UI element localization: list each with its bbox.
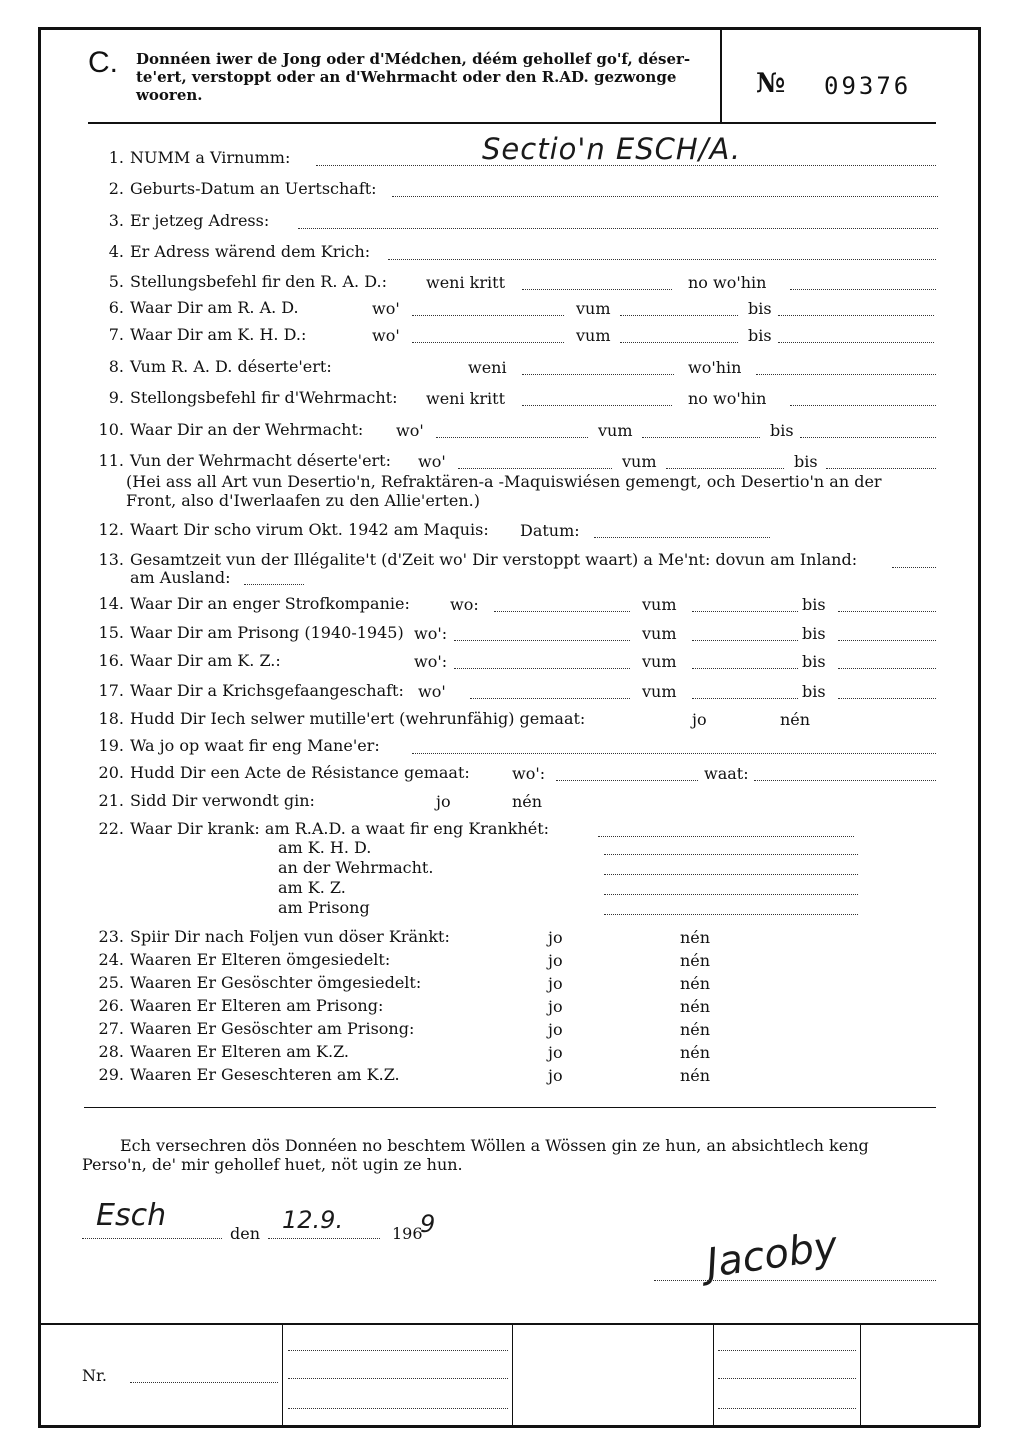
form-row bbox=[86, 271, 387, 293]
yes-option[interactable]: jo bbox=[548, 1020, 563, 1039]
form-row bbox=[86, 519, 489, 541]
field-label-b: nén bbox=[512, 792, 543, 811]
field-label-a: wo' bbox=[372, 299, 400, 318]
form-row bbox=[86, 387, 398, 409]
answer-field-a[interactable] bbox=[522, 405, 672, 406]
row-number: 23. bbox=[98, 927, 124, 946]
answer-field-a[interactable] bbox=[470, 698, 630, 699]
year-prefix: 196 bbox=[392, 1224, 423, 1243]
answer-field-c[interactable] bbox=[838, 611, 936, 612]
row-number: 21. bbox=[98, 791, 124, 810]
field-label-a: weni kritt bbox=[426, 273, 505, 292]
row-number: 3. bbox=[108, 211, 124, 230]
number-sign: № bbox=[756, 68, 786, 99]
form-row bbox=[86, 735, 380, 757]
table-col-2 bbox=[512, 1325, 513, 1425]
answer-field-b[interactable] bbox=[692, 611, 798, 612]
date-dots bbox=[268, 1238, 380, 1239]
answer-field-b[interactable] bbox=[692, 640, 798, 641]
form-row bbox=[86, 210, 269, 232]
table-cell-line[interactable] bbox=[288, 1350, 508, 1351]
answer-field-b[interactable] bbox=[754, 780, 936, 781]
row-label: Waar Dir am K. H. D.: bbox=[130, 325, 307, 344]
field-label-b: waat: bbox=[704, 764, 749, 783]
row-label: Waar Dir am R. A. D. bbox=[130, 298, 299, 317]
field-label-a: wo' bbox=[396, 421, 424, 440]
row-label: Vun der Wehrmacht déserte'ert: bbox=[130, 451, 391, 470]
row-label: Waar Dir am Prisong (1940-1945) bbox=[130, 623, 404, 642]
row-label: Waaren Er Gesöschter am Prisong: bbox=[130, 1019, 415, 1038]
field-label-b: no wo'hin bbox=[688, 273, 767, 292]
field-label-b: vum bbox=[642, 652, 677, 671]
answer-field-b[interactable] bbox=[666, 468, 784, 469]
row-number: 25. bbox=[98, 973, 124, 992]
row-number: 19. bbox=[98, 736, 124, 755]
field-label-a: wo': bbox=[414, 624, 448, 643]
row22-sublabel: am K. Z. bbox=[278, 878, 346, 897]
yesno-row bbox=[86, 995, 383, 1017]
form-row bbox=[86, 622, 404, 644]
row-number: 13. bbox=[98, 550, 124, 569]
row-label: Geburts-Datum an Uertschaft: bbox=[130, 179, 377, 198]
header-underline bbox=[88, 122, 936, 124]
form-row bbox=[86, 419, 363, 441]
form-row bbox=[86, 178, 377, 200]
table-cell-line[interactable] bbox=[288, 1378, 508, 1379]
row-number: 16. bbox=[98, 651, 124, 670]
row-number: 10. bbox=[98, 420, 124, 439]
row-label: NUMM a Virnumm: bbox=[130, 148, 291, 167]
row-number: 1. bbox=[108, 148, 124, 167]
field-label-a: jo bbox=[436, 792, 451, 811]
yes-option[interactable]: jo bbox=[548, 928, 563, 947]
field-label-a: wo': bbox=[512, 764, 546, 783]
table-top bbox=[38, 1323, 980, 1325]
answer-field-b[interactable] bbox=[620, 342, 738, 343]
answer-field-c[interactable] bbox=[838, 640, 936, 641]
top-border bbox=[38, 27, 980, 30]
answer-field-b[interactable] bbox=[620, 315, 738, 316]
field-label-b: vum bbox=[642, 595, 677, 614]
yes-option[interactable]: jo bbox=[548, 974, 563, 993]
answer-field-a[interactable] bbox=[454, 668, 630, 669]
form-row bbox=[86, 790, 315, 812]
place-handwritten: Esch bbox=[96, 1198, 167, 1233]
field-label-a: wo' bbox=[372, 326, 400, 345]
answer-field[interactable] bbox=[412, 753, 936, 754]
answer-field-b[interactable] bbox=[790, 405, 936, 406]
row-number: 4. bbox=[108, 242, 124, 261]
table-cell-line[interactable] bbox=[288, 1408, 508, 1409]
row-number: 26. bbox=[98, 996, 124, 1015]
header-divider bbox=[720, 30, 722, 124]
section-letter: C. bbox=[88, 46, 118, 79]
yesno-row bbox=[86, 949, 390, 971]
answer-field-b[interactable] bbox=[756, 374, 936, 375]
form-row bbox=[86, 297, 299, 319]
header-text: Donnéen iwer de Jong oder d'Médchen, déém gehollef go'f, déser-te'ert, verstoppt oder an d'Wehrmacht oder den R.AD. gezwonge wooren. bbox=[136, 50, 691, 104]
form-row bbox=[86, 324, 306, 346]
row-number: 2. bbox=[108, 179, 124, 198]
left-border bbox=[38, 27, 41, 1427]
row22-sublabel: an der Wehrmacht. bbox=[278, 858, 434, 877]
row-number: 29. bbox=[98, 1065, 124, 1084]
row22-sublabel: am Prisong bbox=[278, 898, 370, 917]
answer-field-c[interactable] bbox=[838, 668, 936, 669]
field-label-a: wo: bbox=[450, 595, 479, 614]
answer-field-a[interactable] bbox=[436, 437, 588, 438]
answer-field-a[interactable] bbox=[522, 374, 674, 375]
answer-field-c[interactable] bbox=[826, 468, 936, 469]
row-number: 11. bbox=[98, 451, 124, 470]
answer-field[interactable] bbox=[598, 836, 854, 837]
field-label-a: wo': bbox=[414, 652, 448, 671]
row-label: Waar Dir an enger Strofkompanie: bbox=[130, 594, 410, 613]
yes-option[interactable]: jo bbox=[548, 1066, 563, 1085]
no-option[interactable]: nén bbox=[680, 974, 711, 993]
row-label: Waart Dir scho virum Okt. 1942 am Maquis: bbox=[130, 520, 489, 539]
answer-field-a[interactable] bbox=[556, 780, 698, 781]
no-option[interactable]: nén bbox=[680, 1066, 711, 1085]
row22-answer-field[interactable] bbox=[604, 914, 858, 915]
field-label-b: vum bbox=[576, 299, 611, 318]
yes-option[interactable]: jo bbox=[548, 951, 563, 970]
form-row bbox=[86, 356, 332, 378]
row-label: Hudd Dir Iech selwer mutille'ert (wehrunfähig) gemaat: bbox=[130, 709, 586, 728]
field-label-b: vum bbox=[622, 452, 657, 471]
no-option[interactable]: nén bbox=[680, 1043, 711, 1062]
answer-field[interactable] bbox=[298, 228, 938, 229]
table-cell-line[interactable] bbox=[718, 1350, 856, 1351]
nr-label: Nr. bbox=[82, 1366, 107, 1385]
answer-field-a[interactable] bbox=[522, 289, 672, 290]
name-handwritten: Sectio'n ESCH/A. bbox=[482, 132, 742, 166]
field-label-c: bis bbox=[770, 421, 794, 440]
form-row bbox=[86, 708, 585, 730]
row-label: Er Adress wärend dem Krich: bbox=[130, 242, 371, 261]
row22-answer-field[interactable] bbox=[604, 854, 858, 855]
form-row bbox=[86, 147, 290, 169]
answer-field[interactable] bbox=[392, 196, 938, 197]
row-label: Waaren Er Geseschteren am K.Z. bbox=[130, 1065, 400, 1084]
answer-field-b[interactable] bbox=[692, 698, 798, 699]
table-bottom bbox=[38, 1425, 980, 1428]
answer-field-b[interactable] bbox=[642, 437, 760, 438]
section-divider bbox=[84, 1107, 936, 1108]
table-cell-line[interactable] bbox=[718, 1378, 856, 1379]
row-label: Waaren Er Elteren am K.Z. bbox=[130, 1042, 350, 1061]
field-label-c: bis bbox=[802, 652, 826, 671]
answer-field[interactable] bbox=[892, 567, 936, 568]
form-row bbox=[86, 450, 391, 472]
row-number: 7. bbox=[108, 325, 124, 344]
place-dots bbox=[82, 1238, 222, 1239]
answer-field-b[interactable] bbox=[692, 668, 798, 669]
row-label: Vum R. A. D. déserte'ert: bbox=[130, 357, 332, 376]
field-label-a: Datum: bbox=[520, 521, 580, 540]
yes-option[interactable]: jo bbox=[548, 997, 563, 1016]
answer-field-c[interactable] bbox=[800, 437, 936, 438]
answer-field-a[interactable] bbox=[458, 468, 612, 469]
table-col-4 bbox=[860, 1325, 861, 1425]
field-label-c: bis bbox=[748, 326, 772, 345]
den-label: den bbox=[230, 1224, 261, 1243]
right-border bbox=[978, 27, 981, 1427]
form-row bbox=[86, 680, 404, 702]
declaration: Ech versechren dös Donnéen no beschtem Wöllen a Wössen gin ze hun, an absichtlech keng Perso'n, de' mir gehollef huet, nöt ugin ze hun. bbox=[82, 1136, 869, 1174]
field-label-a: weni kritt bbox=[426, 389, 505, 408]
nr-dots bbox=[130, 1382, 278, 1383]
answer-field-c[interactable] bbox=[778, 315, 934, 316]
row-label: Stellongsbefehl fir d'Wehrmacht: bbox=[130, 388, 398, 407]
row-label: Waaren Er Gesöschter ömgesiedelt: bbox=[130, 973, 422, 992]
answer-field-c[interactable] bbox=[778, 342, 934, 343]
answer-field-a[interactable] bbox=[412, 342, 564, 343]
field-label-b: vum bbox=[598, 421, 633, 440]
form-row bbox=[86, 593, 410, 615]
row-number: 12. bbox=[98, 520, 124, 539]
no-option[interactable]: nén bbox=[680, 928, 711, 947]
field-label-c: bis bbox=[748, 299, 772, 318]
table-col-1 bbox=[282, 1325, 283, 1425]
field-label-b: no wo'hin bbox=[688, 389, 767, 408]
field-label-b: nén bbox=[780, 710, 811, 729]
answer-field-a[interactable] bbox=[454, 640, 630, 641]
row13-ausland-dots bbox=[244, 584, 304, 585]
row-number: 24. bbox=[98, 950, 124, 969]
answer-field[interactable] bbox=[388, 259, 936, 260]
yesno-row bbox=[86, 972, 421, 994]
row-label: Waaren Er Elteren ömgesiedelt: bbox=[130, 950, 391, 969]
field-label-a: jo bbox=[692, 710, 707, 729]
row-label: Er jetzeg Adress: bbox=[130, 211, 270, 230]
answer-field-a[interactable] bbox=[494, 611, 630, 612]
answer-field-b[interactable] bbox=[790, 289, 936, 290]
row22-answer-field[interactable] bbox=[604, 874, 858, 875]
field-label-c: bis bbox=[802, 682, 826, 701]
row-label: Hudd Dir een Acte de Résistance gemaat: bbox=[130, 763, 470, 782]
field-label-a: weni bbox=[468, 358, 507, 377]
field-label-b: wo'hin bbox=[688, 358, 742, 377]
yesno-row bbox=[86, 926, 450, 948]
row-number: 18. bbox=[98, 709, 124, 728]
date-handwritten: 12.9. bbox=[282, 1206, 344, 1234]
form-row bbox=[86, 762, 470, 784]
row22-sublabel: am K. H. D. bbox=[278, 838, 372, 857]
yesno-row bbox=[86, 1018, 414, 1040]
field-label-b: vum bbox=[642, 624, 677, 643]
row11-note: (Hei ass all Art vun Desertio'n, Refraktären-a -Maquiswiésen gemengt, och Desertio'n an der Front, also d'Iwerlaafen zu den Allie'erten.) bbox=[126, 472, 882, 510]
no-option[interactable]: nén bbox=[680, 997, 711, 1016]
signature: Jacoby bbox=[703, 1223, 841, 1287]
row-number: 15. bbox=[98, 623, 124, 642]
row13-ausland: am Ausland: bbox=[130, 568, 231, 587]
field-label-c: bis bbox=[802, 595, 826, 614]
form-row bbox=[86, 818, 549, 840]
field-label-c: bis bbox=[802, 624, 826, 643]
row-number: 9. bbox=[108, 388, 124, 407]
row-number: 8. bbox=[108, 357, 124, 376]
row-label: Waaren Er Elteren am Prisong: bbox=[130, 996, 384, 1015]
row-label: Stellungsbefehl fir den R. A. D.: bbox=[130, 272, 387, 291]
row-number: 14. bbox=[98, 594, 124, 613]
row22-answer-field[interactable] bbox=[604, 894, 858, 895]
row-label: Waar Dir an der Wehrmacht: bbox=[130, 420, 364, 439]
row-label: Waar Dir a Krichsgefaangeschaft: bbox=[130, 681, 404, 700]
row-label: Gesamtzeit vun der Illégalite't (d'Zeit wo' Dir verstoppt waart) a Me'nt: dovun am Inland: bbox=[130, 550, 858, 569]
no-option[interactable]: nén bbox=[680, 951, 711, 970]
row-number: 5. bbox=[108, 272, 124, 291]
form-row bbox=[86, 650, 281, 672]
signature-dots bbox=[654, 1280, 936, 1281]
row-number: 17. bbox=[98, 681, 124, 700]
field-label-a: wo' bbox=[418, 682, 446, 701]
row-label: Waar Dir am K. Z.: bbox=[130, 651, 281, 670]
row-label: Sidd Dir verwondt gin: bbox=[130, 791, 315, 810]
yes-option[interactable]: jo bbox=[548, 1043, 563, 1062]
form-row bbox=[86, 241, 370, 263]
yesno-row bbox=[86, 1064, 400, 1086]
year-handwritten: 9 bbox=[420, 1210, 436, 1238]
answer-field-a[interactable] bbox=[412, 315, 564, 316]
row-number: 20. bbox=[98, 763, 124, 782]
no-option[interactable]: nén bbox=[680, 1020, 711, 1039]
table-col-3 bbox=[713, 1325, 714, 1425]
form-number: 09376 bbox=[824, 72, 912, 100]
field-label-c: bis bbox=[794, 452, 818, 471]
row-number: 28. bbox=[98, 1042, 124, 1061]
row-number: 27. bbox=[98, 1019, 124, 1038]
answer-field-c[interactable] bbox=[838, 698, 936, 699]
row-label: Wa jo op waat fir eng Mane'er: bbox=[130, 736, 380, 755]
field-label-a: wo' bbox=[418, 452, 446, 471]
field-label-b: vum bbox=[576, 326, 611, 345]
row-label: Spiir Dir nach Foljen vun döser Kränkt: bbox=[130, 927, 450, 946]
row-number: 22. bbox=[98, 819, 124, 838]
field-label-b: vum bbox=[642, 682, 677, 701]
row-label: Waar Dir krank: am R.A.D. a waat fir eng Krankhét: bbox=[130, 819, 550, 838]
answer-field-a[interactable] bbox=[594, 537, 770, 538]
table-cell-line[interactable] bbox=[718, 1408, 856, 1409]
yesno-row bbox=[86, 1041, 349, 1063]
row-number: 6. bbox=[108, 298, 124, 317]
